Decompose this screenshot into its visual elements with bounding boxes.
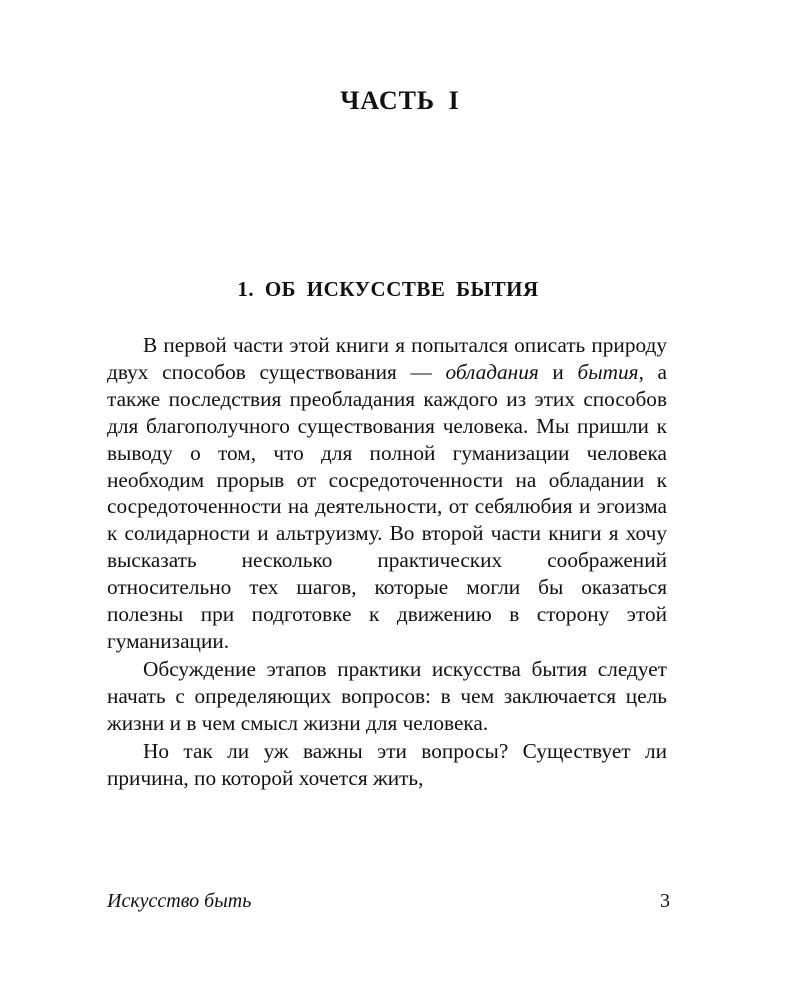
part-title: ЧАСТЬ I [340, 86, 460, 115]
paragraph-1-start: В первой части этой книги я попытался описать природу двух способов существования — [107, 333, 667, 384]
page-number: 3 [660, 890, 670, 912]
paragraph-3: Но так ли уж важны эти вопросы? Существует ли причина, по которой хочется жить, [107, 738, 667, 790]
running-footer-title: Искусство быть [107, 890, 252, 912]
body-text [107, 332, 667, 791]
paragraph-1-end: , а также последствия преобладания каждого из этих способов для благополучного существования человека. Мы пришли к выводу о том, что для полной гуманизации человека необходим прорыв от сосредоточенности на обладании к сосредоточенности на деятельности, от себялюбия и эгоизма к солидарности и альтруизму. Во второй части книги я хочу высказать несколько практических соображений относительно тех шагов, которые могли бы оказаться полезны при подготовке к движению в сторону этой гуманизации. [107, 359, 668, 653]
paragraph-1 [107, 332, 667, 655]
italic-term-having: обладания [445, 359, 539, 384]
chapter-title: 1. ОБ ИСКУССТВЕ БЫТИЯ [237, 277, 539, 301]
italic-term-being: бытия [577, 359, 639, 384]
paragraph-2: Обсуждение этапов практики искусства бытия следует начать с определяющих вопросов: в чем заключается цель жизни и в чем смысл жизни для человека. [107, 656, 667, 735]
paragraph-1-conjunction: и [538, 359, 578, 384]
